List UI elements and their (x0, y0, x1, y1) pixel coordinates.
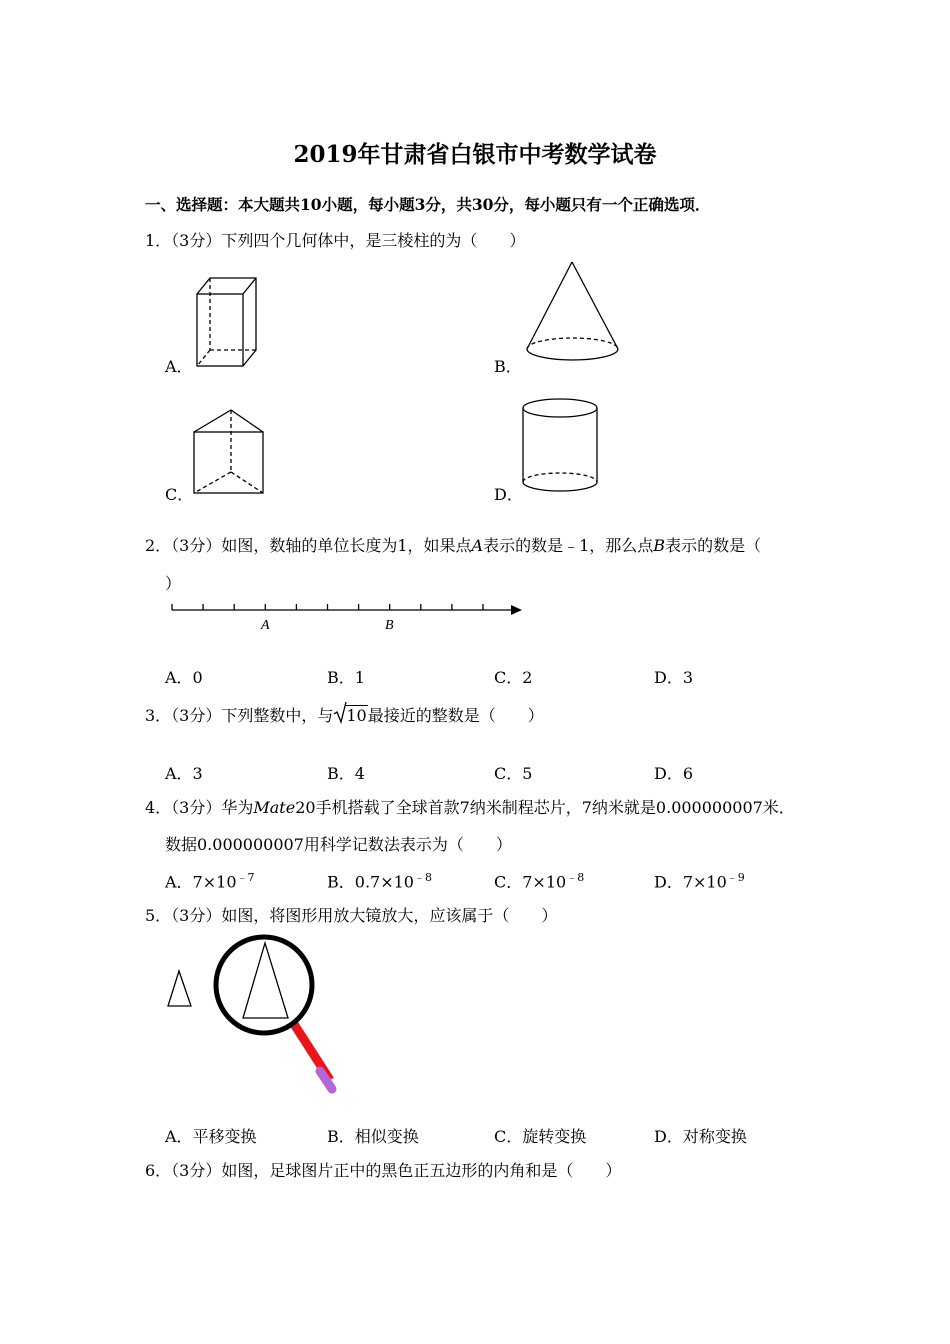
q4-option-b: B．$0.7\times 10^{﹣8}$ (327, 871, 432, 892)
q3-option-d: D．6 (654, 764, 694, 783)
figure-triangular-prism (188, 404, 273, 499)
q1-option-c: C． (165, 485, 194, 504)
q3-option-c: C．5 (494, 764, 533, 783)
number-line-figure (168, 600, 528, 636)
q5-option-a: A．平移变换 (165, 1127, 257, 1146)
figure-rectangular-prism (190, 272, 270, 372)
q5-option-d: D．对称变换 (654, 1127, 747, 1146)
q2-option-b: B．1 (327, 668, 365, 687)
q2-option-d: D．3 (654, 668, 694, 687)
sqrt-expression: 10 (333, 706, 367, 725)
q1-option-d: D． (494, 485, 523, 504)
q1-option-b: B． (494, 357, 522, 376)
axis-label-a: A (261, 618, 270, 633)
magnifier-figure (162, 933, 352, 1098)
question-4-continued: 数据0.000000007用科学记数法表示为（ ） (165, 835, 512, 854)
question-3: 3．（3分）下列整数中，与 10最接近的整数是（ ） (145, 703, 544, 726)
question-4: 4．（3分）华为Mate20手机搭载了全球首款7纳米制程芯片，7纳米就是0.000000007米． (145, 798, 795, 817)
question-6: 6．（3分）如图，足球图片正中的黑色正五边形的内角和是（ ） (145, 1161, 622, 1180)
q2-option-a: A．0 (165, 668, 203, 687)
page-title: 2019年甘肃省白银市中考数学试卷 (293, 141, 657, 168)
figure-cone (520, 256, 630, 368)
question-2-continued: ） (165, 574, 182, 593)
question-1: 1．（3分）下列四个几何体中，是三棱柱的为（ ） (145, 231, 526, 250)
question-2: 2．（3分）如图，数轴的单位长度为1，如果点A表示的数是﹣1，那么点B表示的数是（ (145, 536, 762, 555)
q3-option-b: B．4 (327, 764, 365, 783)
q5-option-b: B．相似变换 (327, 1127, 419, 1146)
q2-option-c: C．2 (494, 668, 533, 687)
q5-option-c: C．旋转变换 (494, 1127, 587, 1146)
q1-option-a: A． (165, 357, 193, 376)
axis-label-b: B (385, 618, 394, 633)
q4-option-a: A．$7\times 10^{﹣7}$ (165, 871, 255, 892)
q4-option-c: C．$7\times 10^{﹣8}$ (494, 871, 585, 892)
section-heading: 一、选择题：本大题共10小题，每小题3分，共30分，每小题只有一个正确选项． (145, 195, 711, 214)
small-triangle (168, 971, 191, 1006)
q4-option-d: D．$7\times 10^{﹣9}$ (654, 871, 745, 892)
figure-cylinder (518, 395, 608, 499)
question-5: 5．（3分）如图，将图形用放大镜放大，应该属于（ ） (145, 906, 558, 925)
q3-option-a: A．3 (165, 764, 203, 783)
